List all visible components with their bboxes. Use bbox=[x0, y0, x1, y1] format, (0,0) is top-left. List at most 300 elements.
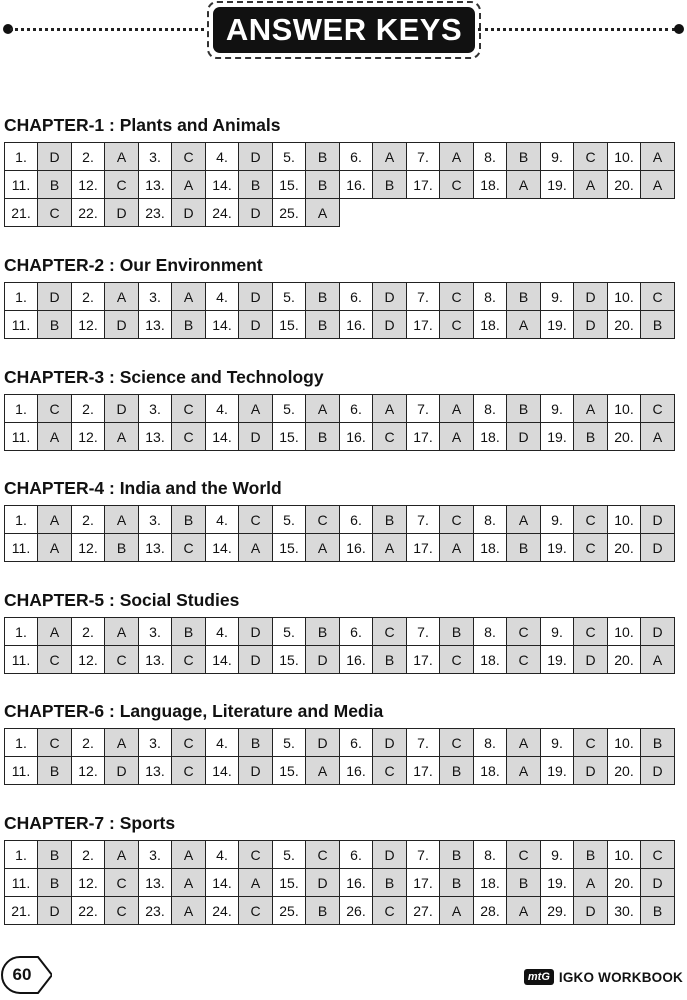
page-header bbox=[0, 0, 687, 62]
answer-cell: A bbox=[38, 423, 72, 451]
answer-cell: C bbox=[38, 646, 72, 674]
answer-cell: B bbox=[306, 423, 340, 451]
question-number: 16. bbox=[340, 171, 373, 199]
answer-cell: D bbox=[306, 869, 340, 897]
chapter-section-7 bbox=[4, 812, 675, 925]
chapter-title: CHAPTER-6 : Language, Literature and Media bbox=[4, 701, 384, 721]
question-number: 27. bbox=[407, 897, 440, 925]
question-number: 10. bbox=[608, 841, 641, 869]
chapter-title: CHAPTER-4 : India and the World bbox=[4, 478, 282, 498]
answer-cell: A bbox=[507, 757, 541, 785]
question-number: 12. bbox=[72, 646, 105, 674]
question-number: 15. bbox=[273, 646, 306, 674]
question-number: 24. bbox=[206, 199, 239, 227]
answer-cell: A bbox=[507, 506, 541, 534]
question-number: 25. bbox=[273, 199, 306, 227]
answer-cell: A bbox=[105, 618, 139, 646]
answer-cell: D bbox=[507, 423, 541, 451]
answer-cell: B bbox=[38, 841, 72, 869]
question-number: 7. bbox=[407, 143, 440, 171]
chapter-section-6 bbox=[4, 700, 675, 785]
question-number: 5. bbox=[273, 395, 306, 423]
answer-cell: C bbox=[105, 869, 139, 897]
question-number: 3. bbox=[139, 618, 172, 646]
answer-cell: A bbox=[507, 171, 541, 199]
answer-cell: A bbox=[641, 646, 675, 674]
answer-cell: A bbox=[306, 395, 340, 423]
answer-cell: C bbox=[172, 534, 206, 562]
answer-cell: A bbox=[239, 534, 273, 562]
question-number: 5. bbox=[273, 841, 306, 869]
answer-cell: B bbox=[172, 311, 206, 339]
question-number: 25. bbox=[273, 897, 306, 925]
answer-cell: A bbox=[440, 534, 474, 562]
question-number: 16. bbox=[340, 646, 373, 674]
answer-cell: B bbox=[373, 869, 407, 897]
answer-cell: C bbox=[440, 283, 474, 311]
question-number: 10. bbox=[608, 618, 641, 646]
answer-cell: C bbox=[641, 283, 675, 311]
answer-cell: D bbox=[574, 757, 608, 785]
question-number: 17. bbox=[407, 311, 440, 339]
answer-row bbox=[5, 283, 675, 311]
question-number: 4. bbox=[206, 283, 239, 311]
question-number: 15. bbox=[273, 171, 306, 199]
answer-cell: D bbox=[641, 618, 675, 646]
answer-row bbox=[5, 757, 675, 785]
question-number: 14. bbox=[206, 534, 239, 562]
chapter-title: CHAPTER-1 : Plants and Animals bbox=[4, 115, 281, 135]
answer-cell: A bbox=[440, 423, 474, 451]
question-number: 7. bbox=[407, 618, 440, 646]
question-number: 13. bbox=[139, 534, 172, 562]
question-number: 20. bbox=[608, 311, 641, 339]
question-number: 10. bbox=[608, 506, 641, 534]
answer-cell: C bbox=[239, 506, 273, 534]
question-number: 20. bbox=[608, 757, 641, 785]
answer-cell: C bbox=[373, 618, 407, 646]
question-number: 24. bbox=[206, 897, 239, 925]
answer-key-table bbox=[4, 394, 675, 451]
question-number: 9. bbox=[541, 729, 574, 757]
question-number: 14. bbox=[206, 757, 239, 785]
chapter-section-1 bbox=[4, 114, 675, 227]
answer-cell: C bbox=[507, 646, 541, 674]
question-number: 17. bbox=[407, 171, 440, 199]
question-number: 16. bbox=[340, 311, 373, 339]
answer-cell: A bbox=[373, 395, 407, 423]
question-number: 3. bbox=[139, 841, 172, 869]
answer-cell: D bbox=[641, 869, 675, 897]
answer-cell: D bbox=[373, 283, 407, 311]
answer-cell: B bbox=[38, 171, 72, 199]
answer-cell: C bbox=[373, 897, 407, 925]
answer-cell: A bbox=[641, 171, 675, 199]
answer-row bbox=[5, 143, 675, 171]
answer-cell: B bbox=[38, 757, 72, 785]
question-number: 12. bbox=[72, 423, 105, 451]
question-number: 28. bbox=[474, 897, 507, 925]
brand bbox=[524, 967, 683, 987]
answer-cell: A bbox=[38, 506, 72, 534]
answer-cell: D bbox=[574, 283, 608, 311]
header-dotted-rule-right bbox=[478, 28, 675, 31]
question-number: 6. bbox=[340, 395, 373, 423]
question-number: 22. bbox=[72, 897, 105, 925]
answer-key-table bbox=[4, 840, 675, 925]
question-number: 18. bbox=[474, 423, 507, 451]
question-number: 16. bbox=[340, 869, 373, 897]
answer-cell: A bbox=[507, 729, 541, 757]
question-number: 2. bbox=[72, 618, 105, 646]
answer-cell: C bbox=[574, 506, 608, 534]
question-number: 1. bbox=[5, 283, 38, 311]
answer-cell: D bbox=[641, 506, 675, 534]
answer-cell: C bbox=[507, 841, 541, 869]
question-number: 10. bbox=[608, 729, 641, 757]
question-number: 14. bbox=[206, 869, 239, 897]
question-number: 20. bbox=[608, 534, 641, 562]
answer-cell: C bbox=[440, 171, 474, 199]
question-number: 15. bbox=[273, 757, 306, 785]
answer-cell: A bbox=[574, 869, 608, 897]
question-number: 17. bbox=[407, 869, 440, 897]
question-number: 5. bbox=[273, 283, 306, 311]
question-number: 11. bbox=[5, 757, 38, 785]
answer-cell: C bbox=[440, 311, 474, 339]
question-number: 21. bbox=[5, 897, 38, 925]
question-number: 3. bbox=[139, 283, 172, 311]
answer-cell: A bbox=[105, 729, 139, 757]
question-number: 13. bbox=[139, 423, 172, 451]
question-number: 14. bbox=[206, 423, 239, 451]
question-number: 6. bbox=[340, 506, 373, 534]
question-number: 10. bbox=[608, 143, 641, 171]
question-number: 10. bbox=[608, 395, 641, 423]
question-number: 20. bbox=[608, 646, 641, 674]
question-number: 8. bbox=[474, 841, 507, 869]
question-number: 19. bbox=[541, 423, 574, 451]
answer-row bbox=[5, 506, 675, 534]
question-number: 2. bbox=[72, 729, 105, 757]
answer-cell: A bbox=[306, 199, 340, 227]
question-number: 7. bbox=[407, 841, 440, 869]
answer-cell: A bbox=[373, 534, 407, 562]
question-number: 6. bbox=[340, 283, 373, 311]
question-number: 19. bbox=[541, 171, 574, 199]
answer-cell: A bbox=[105, 283, 139, 311]
question-number: 3. bbox=[139, 506, 172, 534]
question-number: 12. bbox=[72, 171, 105, 199]
question-number: 4. bbox=[206, 841, 239, 869]
question-number: 5. bbox=[273, 729, 306, 757]
answer-cell: B bbox=[239, 729, 273, 757]
answer-key-table bbox=[4, 282, 675, 339]
answer-cell: B bbox=[306, 143, 340, 171]
answer-cell: B bbox=[239, 171, 273, 199]
question-number: 11. bbox=[5, 869, 38, 897]
question-number: 6. bbox=[340, 841, 373, 869]
answer-row bbox=[5, 729, 675, 757]
header-dotted-rule-left bbox=[10, 28, 210, 31]
question-number: 5. bbox=[273, 143, 306, 171]
question-number: 19. bbox=[541, 534, 574, 562]
question-number: 13. bbox=[139, 311, 172, 339]
answer-cell: D bbox=[306, 729, 340, 757]
answer-cell: A bbox=[172, 869, 206, 897]
question-number: 1. bbox=[5, 395, 38, 423]
answer-cell: A bbox=[306, 534, 340, 562]
answer-cell: C bbox=[172, 143, 206, 171]
question-number: 19. bbox=[541, 646, 574, 674]
question-number: 16. bbox=[340, 423, 373, 451]
answer-cell: D bbox=[239, 618, 273, 646]
answer-cell: D bbox=[306, 646, 340, 674]
question-number: 10. bbox=[608, 283, 641, 311]
answer-cell: D bbox=[38, 143, 72, 171]
answer-cell: B bbox=[172, 618, 206, 646]
question-number: 5. bbox=[273, 506, 306, 534]
question-number: 3. bbox=[139, 143, 172, 171]
question-number: 13. bbox=[139, 171, 172, 199]
answer-cell: B bbox=[373, 506, 407, 534]
answer-row bbox=[5, 199, 675, 227]
answer-cell: C bbox=[172, 757, 206, 785]
question-number: 20. bbox=[608, 869, 641, 897]
question-number: 1. bbox=[5, 618, 38, 646]
answer-cell: A bbox=[38, 534, 72, 562]
answer-cell: A bbox=[574, 395, 608, 423]
answer-cell: C bbox=[574, 143, 608, 171]
question-number: 11. bbox=[5, 171, 38, 199]
answer-cell: D bbox=[239, 199, 273, 227]
question-number: 18. bbox=[474, 869, 507, 897]
question-number: 2. bbox=[72, 143, 105, 171]
question-number: 19. bbox=[541, 757, 574, 785]
answer-row bbox=[5, 534, 675, 562]
answer-cell: A bbox=[507, 311, 541, 339]
question-number: 8. bbox=[474, 143, 507, 171]
question-number: 12. bbox=[72, 757, 105, 785]
question-number: 18. bbox=[474, 311, 507, 339]
question-number: 2. bbox=[72, 841, 105, 869]
answer-cell: B bbox=[507, 143, 541, 171]
answer-cell: D bbox=[38, 283, 72, 311]
answer-cell: A bbox=[172, 171, 206, 199]
question-number: 21. bbox=[5, 199, 38, 227]
question-number: 4. bbox=[206, 506, 239, 534]
answer-cell: C bbox=[105, 646, 139, 674]
question-number: 4. bbox=[206, 729, 239, 757]
answer-cell: C bbox=[38, 729, 72, 757]
question-number: 4. bbox=[206, 618, 239, 646]
question-number: 11. bbox=[5, 646, 38, 674]
answer-cell: D bbox=[574, 311, 608, 339]
question-number: 7. bbox=[407, 729, 440, 757]
answer-cell: D bbox=[105, 757, 139, 785]
question-number: 8. bbox=[474, 506, 507, 534]
answer-cell: A bbox=[306, 757, 340, 785]
chapter-section-3 bbox=[4, 366, 675, 451]
question-number: 20. bbox=[608, 423, 641, 451]
answer-cell: D bbox=[105, 199, 139, 227]
question-number: 17. bbox=[407, 757, 440, 785]
answer-cell: C bbox=[172, 646, 206, 674]
answer-cell: A bbox=[574, 171, 608, 199]
question-number: 6. bbox=[340, 618, 373, 646]
question-number: 8. bbox=[474, 618, 507, 646]
question-number: 30. bbox=[608, 897, 641, 925]
answer-cell: B bbox=[440, 841, 474, 869]
title-banner bbox=[207, 1, 481, 59]
question-number: 16. bbox=[340, 534, 373, 562]
answer-cell: B bbox=[306, 618, 340, 646]
question-number: 29. bbox=[541, 897, 574, 925]
question-number: 16. bbox=[340, 757, 373, 785]
answer-cell: A bbox=[641, 143, 675, 171]
answer-cell: B bbox=[641, 729, 675, 757]
chapter-title: CHAPTER-3 : Science and Technology bbox=[4, 367, 324, 387]
answer-cell: A bbox=[172, 283, 206, 311]
page-number-badge bbox=[0, 955, 52, 995]
question-number: 17. bbox=[407, 534, 440, 562]
answer-cell: C bbox=[440, 646, 474, 674]
question-number: 4. bbox=[206, 395, 239, 423]
answer-cell: C bbox=[172, 395, 206, 423]
chapter-title: CHAPTER-7 : Sports bbox=[4, 813, 176, 833]
question-number: 2. bbox=[72, 395, 105, 423]
question-number: 26. bbox=[340, 897, 373, 925]
question-number: 12. bbox=[72, 869, 105, 897]
question-number: 12. bbox=[72, 311, 105, 339]
answer-cell: C bbox=[641, 841, 675, 869]
answer-cell: D bbox=[239, 143, 273, 171]
answer-cell: B bbox=[373, 646, 407, 674]
answer-cell: C bbox=[105, 897, 139, 925]
answer-cell: A bbox=[105, 506, 139, 534]
answer-cell: C bbox=[373, 757, 407, 785]
question-number: 14. bbox=[206, 646, 239, 674]
chapter-title: CHAPTER-2 : Our Environment bbox=[4, 255, 263, 275]
answer-cell: B bbox=[574, 423, 608, 451]
question-number: 1. bbox=[5, 143, 38, 171]
question-number: 13. bbox=[139, 646, 172, 674]
answer-cell: B bbox=[574, 841, 608, 869]
question-number: 20. bbox=[608, 171, 641, 199]
answer-row bbox=[5, 646, 675, 674]
answer-row bbox=[5, 423, 675, 451]
answer-cell: D bbox=[641, 757, 675, 785]
answer-cell: A bbox=[105, 423, 139, 451]
question-number: 3. bbox=[139, 729, 172, 757]
question-number: 9. bbox=[541, 506, 574, 534]
answer-cell: C bbox=[440, 506, 474, 534]
question-number: 17. bbox=[407, 423, 440, 451]
answer-cell: D bbox=[239, 283, 273, 311]
question-number: 1. bbox=[5, 506, 38, 534]
answer-cell: C bbox=[373, 423, 407, 451]
question-number: 9. bbox=[541, 395, 574, 423]
answer-cell: B bbox=[440, 618, 474, 646]
question-number: 22. bbox=[72, 199, 105, 227]
answer-cell: D bbox=[574, 646, 608, 674]
question-number: 19. bbox=[541, 311, 574, 339]
question-number: 15. bbox=[273, 311, 306, 339]
question-number: 15. bbox=[273, 423, 306, 451]
answer-cell: B bbox=[306, 283, 340, 311]
answer-cell: B bbox=[440, 757, 474, 785]
question-number: 15. bbox=[273, 534, 306, 562]
answer-cell: A bbox=[172, 841, 206, 869]
question-number: 2. bbox=[72, 506, 105, 534]
answer-key-table bbox=[4, 617, 675, 674]
brand-logo: mtG bbox=[524, 969, 554, 985]
question-number: 7. bbox=[407, 506, 440, 534]
question-number: 7. bbox=[407, 395, 440, 423]
answer-cell: D bbox=[574, 897, 608, 925]
question-number: 9. bbox=[541, 143, 574, 171]
question-number: 11. bbox=[5, 423, 38, 451]
answer-cell: B bbox=[641, 311, 675, 339]
answer-key-table bbox=[4, 142, 675, 227]
answer-cell: A bbox=[507, 897, 541, 925]
answer-key-table bbox=[4, 728, 675, 785]
question-number: 9. bbox=[541, 283, 574, 311]
question-number: 18. bbox=[474, 646, 507, 674]
answer-cell: C bbox=[306, 841, 340, 869]
question-number: 18. bbox=[474, 534, 507, 562]
answer-cell: D bbox=[38, 897, 72, 925]
answer-cell: C bbox=[507, 618, 541, 646]
answer-cell: D bbox=[239, 423, 273, 451]
answer-cell: B bbox=[373, 171, 407, 199]
question-number: 11. bbox=[5, 311, 38, 339]
question-number: 3. bbox=[139, 395, 172, 423]
chapter-section-2 bbox=[4, 254, 675, 339]
chapter-title: CHAPTER-5 : Social Studies bbox=[4, 590, 240, 610]
book-title: IGKO WORKBOOK bbox=[558, 969, 683, 985]
page-number: 60 bbox=[12, 965, 32, 984]
answer-cell: A bbox=[440, 897, 474, 925]
answer-cell: A bbox=[172, 897, 206, 925]
question-number: 6. bbox=[340, 729, 373, 757]
answer-cell: B bbox=[306, 171, 340, 199]
answer-cell: A bbox=[641, 423, 675, 451]
answer-cell: B bbox=[306, 311, 340, 339]
question-number: 1. bbox=[5, 841, 38, 869]
answer-cell: C bbox=[172, 423, 206, 451]
question-number: 15. bbox=[273, 869, 306, 897]
answer-row bbox=[5, 171, 675, 199]
page-title: ANSWER KEYS bbox=[213, 7, 475, 53]
question-number: 18. bbox=[474, 171, 507, 199]
answer-cell: C bbox=[574, 534, 608, 562]
question-number: 18. bbox=[474, 757, 507, 785]
answer-cell: B bbox=[38, 869, 72, 897]
answer-cell: B bbox=[507, 534, 541, 562]
question-number: 13. bbox=[139, 757, 172, 785]
answer-row bbox=[5, 897, 675, 925]
answer-cell: B bbox=[507, 283, 541, 311]
answer-cell: A bbox=[239, 869, 273, 897]
question-number: 2. bbox=[72, 283, 105, 311]
answer-cell: B bbox=[172, 506, 206, 534]
question-number: 19. bbox=[541, 869, 574, 897]
question-number: 5. bbox=[273, 618, 306, 646]
answer-cell: B bbox=[507, 869, 541, 897]
answer-cell: D bbox=[373, 729, 407, 757]
answer-cell: B bbox=[306, 897, 340, 925]
